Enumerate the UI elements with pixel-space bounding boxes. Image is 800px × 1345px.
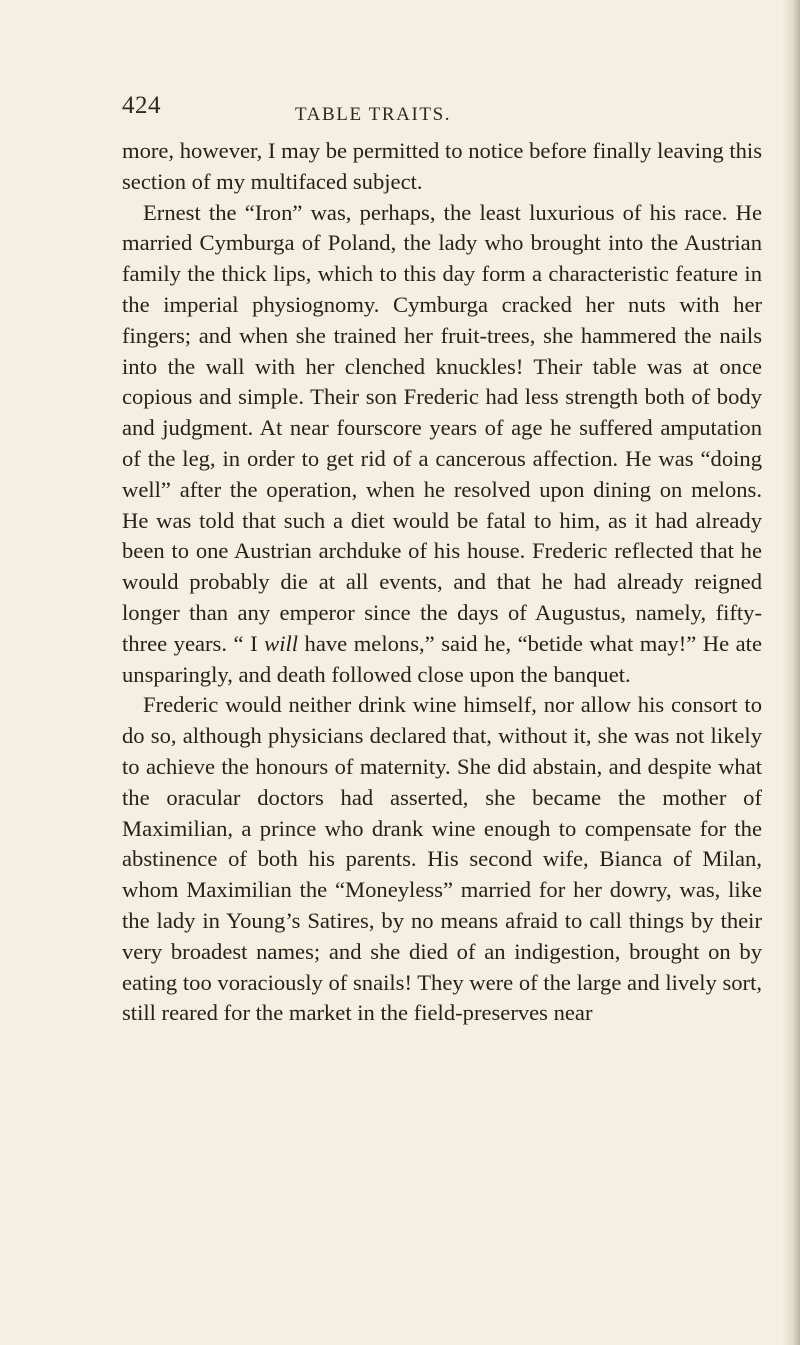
paragraph-3 [122, 690, 762, 1029]
running-head: TABLE TRAITS. [295, 104, 452, 125]
paragraph-3-text: Frederic would neither drink wine himself, nor allow his consort to do so, although physicians declared that, without it, she was not likely to achieve the honours of maternity. She did abstain, and despite what the oracular doctors had asserted, she became the mother of Maximilian, a prince who drank wine enough to compensate for the abstinence of both his parents. His second wife, Bianca of Milan, whom Maximilian the “Moneyless” married for her dowry, was, like the lady in Young’s Satires, by no means afraid to call things by their very broadest names; and she died of an indigestion, brought on by eating too voraciously of snails! They were of the large and lively sort, still reared for the market in the field-preserves near [122, 692, 762, 1026]
paragraph-2-text-after: have melons,” said he, “betide what may!” He ate unsparingly, and death followed close upon the banquet. [122, 630, 762, 687]
page-number: 424 [122, 92, 161, 119]
paragraph-2-text: Ernest the “Iron” was, perhaps, the least luxurious of his race. He married Cymburga of Poland, the lady who brought into the Austrian family the thick lips, which to this day form a characteristic feature in the imperial physiognomy. Cymburga cracked her nuts with her fingers; and when she trained her fruit-trees, she hammered the nails into the wall with her clenched knuckles! Their table was at once copious and simple. Their son Frederic had less strength both of body and judgment. At near fourscore years of age he suffered amputation of the leg, in order to get rid of a cancerous affection. He was “doing well” after the operation, when he resolved upon dining on melons. He was told that such a diet would be fatal to him, as it had already been to one Austrian archduke of his house. Frederic reflected that he would probably die at all events, and that he had already reigned longer than any emperor since the days of Augustus, namely, fifty-three years. “ I [122, 199, 762, 656]
paragraph-2-emphasis: will [264, 630, 299, 656]
paragraph-2 [122, 198, 762, 691]
paragraph-1 [122, 136, 762, 198]
paragraph-1-text: more, however, I may be permitted to notice before finally leaving this section of my multifaced subject. [122, 138, 762, 194]
page-edge-shadow [782, 0, 800, 1345]
body-text [122, 136, 762, 1029]
